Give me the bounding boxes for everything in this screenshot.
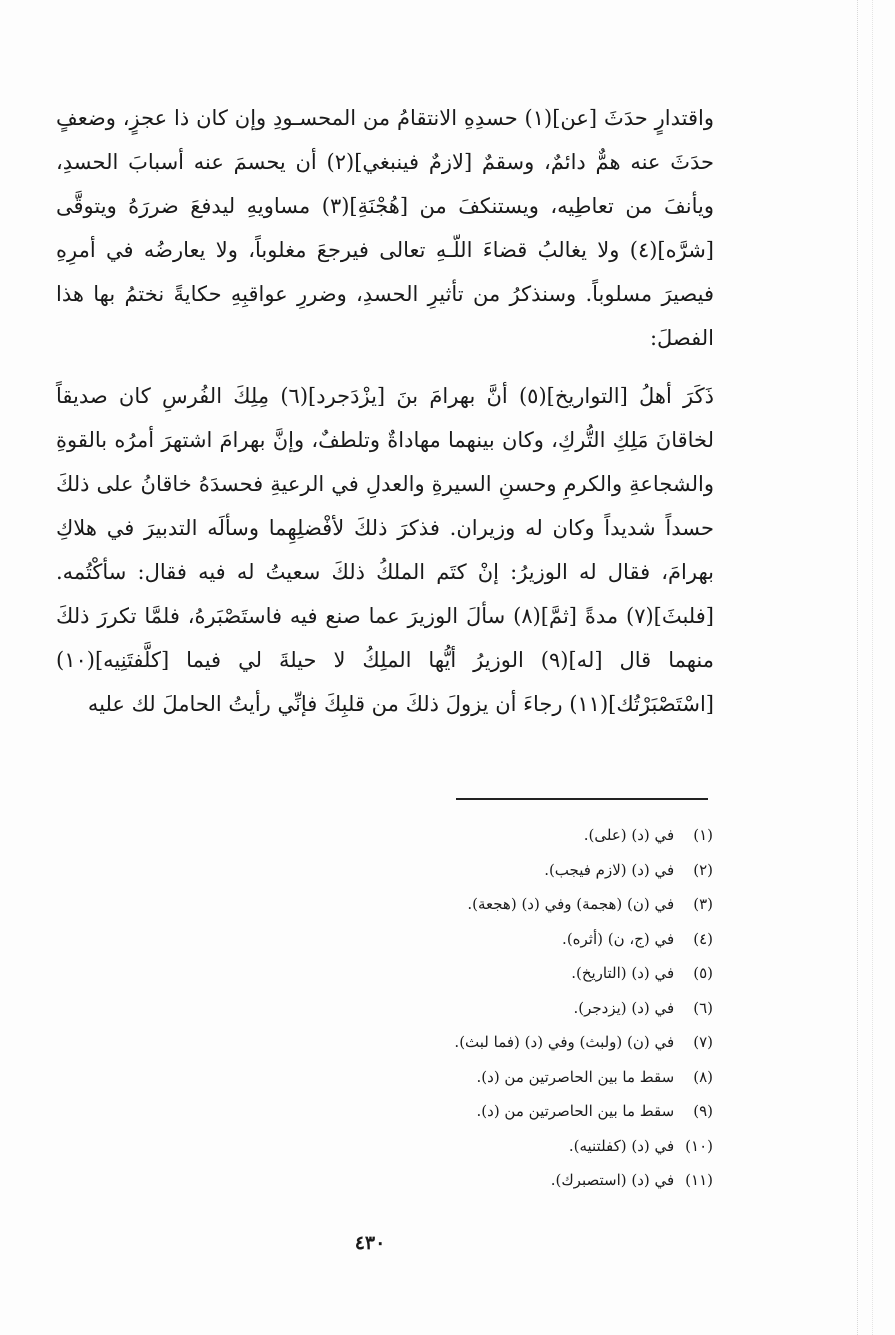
paragraph-envy-advice: واقتدارٍ حدَثَ [عن](١) حسدِهِ الانتقامُ من المحسـودِ وإن كان ذا عجزٍ، وضعفٍ حدَثَ عنه همٌّ دائمٌ، وسقمٌ [لازمٌ فينبغي](٢) أن يحسمَ عنه أسبابَ الحسدِ، ويأنفَ من تعاطِيه، ويستنكفَ من [هُجْنَةِ](٣) مساويهِ ليدفعَ ضررَهُ ويتوقَّى [شرَّه](٤) ولا يغالبُ قضاءَ اللّـهِ تعالى فيرجعَ مغلوباً، ولا يعارضُه في أمرِهِ فيصيرَ مسلوباً. وسنذكرُ من تأثيرِ الحسدِ، وضررِ عواقبِهِ حكايةً نختمُ بها هذا الفصلَ:	[56, 106, 714, 350]
paragraph-bahram-story: ذَكَرَ أهلُ [التواريخ](٥) أنَّ بهرامَ بنَ [يزْدَجرد](٦) مِلِكَ الفُرسِ كان صديقاً لخاقانَ مَلِكِ التُّركِ، وكان بينهما مهاداةٌ وتلطفٌ، وإنَّ بهرامَ اشتهرَ أمرُه بالقوةِ والشجاعةِ والكرمِ وحسنِ السيرةِ والعدلِ في الرعيةِ فحسدَهُ خاقانُ على ذلكَ حسداً شديداً وكان له وزيران. فذكرَ ذلكَ لأفْضلِهِما وسألَه التدبيرَ في هلاكِ بهرامَ، فقال له الوزيرُ: إنْ كتَم الملكُ ذلكَ سعيتُ له فيه فقال: سأكْتُمه. [فلبثَ](٧) مدةً [ثمَّ](٨) سألَ الوزيرَ عما صنع فيه فاستَصْبَرهُ، فلمَّا تكررَ ذلكَ منهما قال [له](٩) الوزيرُ أيُّها الملِكُ لا حيلةَ لي فيما [كلَّفتَنِيه](١٠) [اسْتَصْبَرْتُك](١١) رجاءَ أن يزولَ ذلكَ من قلبِكَ فإنِّي رأيتُ الحاملَ لك عليه	[56, 384, 714, 716]
footnote-4	[293, 922, 713, 957]
footnote-number: (٢)	[693, 860, 713, 879]
footnote-10	[293, 1129, 713, 1164]
footnote-text: في (ن) (هجمة) وفي (د) (هجعة).	[467, 895, 675, 913]
footnote-text: في (د) (على).	[583, 826, 675, 844]
footnote-2	[293, 853, 713, 888]
footnote-number: (٣)	[693, 895, 713, 913]
footnotes-list	[293, 818, 713, 1198]
footnote-number: (٥)	[693, 964, 713, 982]
footnote-9	[293, 1094, 713, 1129]
footnote-number: (٨)	[693, 1067, 713, 1086]
main-text-block	[56, 96, 714, 726]
page-edge-scan-marks	[857, 0, 873, 1335]
footnote-8	[293, 1060, 713, 1095]
footnote-1	[293, 818, 713, 853]
footnote-5	[293, 956, 713, 991]
footnote-text: في (ن) (ولبث) وفي (د) (فما لبث).	[454, 1033, 675, 1051]
footnote-6	[293, 991, 713, 1026]
footnote-number: (١٠)	[685, 1136, 713, 1155]
footnote-text: في (د) (كفلتنيه).	[568, 1136, 675, 1155]
footnote-text: في (د) (يزدجر).	[573, 998, 675, 1017]
footnote-number: (١١)	[685, 1171, 713, 1189]
footnote-text: في (د) (استصبرك).	[550, 1171, 675, 1189]
page-number: ٤٣٠	[354, 1232, 386, 1254]
footnote-text: في (ج، ن) (أثره).	[562, 929, 675, 948]
footnote-number: (٧)	[693, 1033, 713, 1051]
footnote-text: في (د) (التاريخ).	[571, 964, 675, 982]
footnote-number: (١)	[693, 826, 713, 844]
footnote-7	[293, 1025, 713, 1060]
footnote-text: سقط ما بين الحاصرتين من (د).	[476, 1102, 675, 1120]
footnote-number: (٤)	[693, 929, 713, 948]
footnote-text: في (د) (لازم فيجب).	[544, 860, 675, 879]
footnote-text: سقط ما بين الحاصرتين من (د).	[476, 1067, 675, 1086]
footnote-11	[293, 1163, 713, 1198]
footnote-number: (٦)	[693, 998, 713, 1017]
footnote-3	[293, 887, 713, 922]
footnote-number: (٩)	[693, 1102, 713, 1120]
footnote-separator-line	[456, 798, 708, 800]
